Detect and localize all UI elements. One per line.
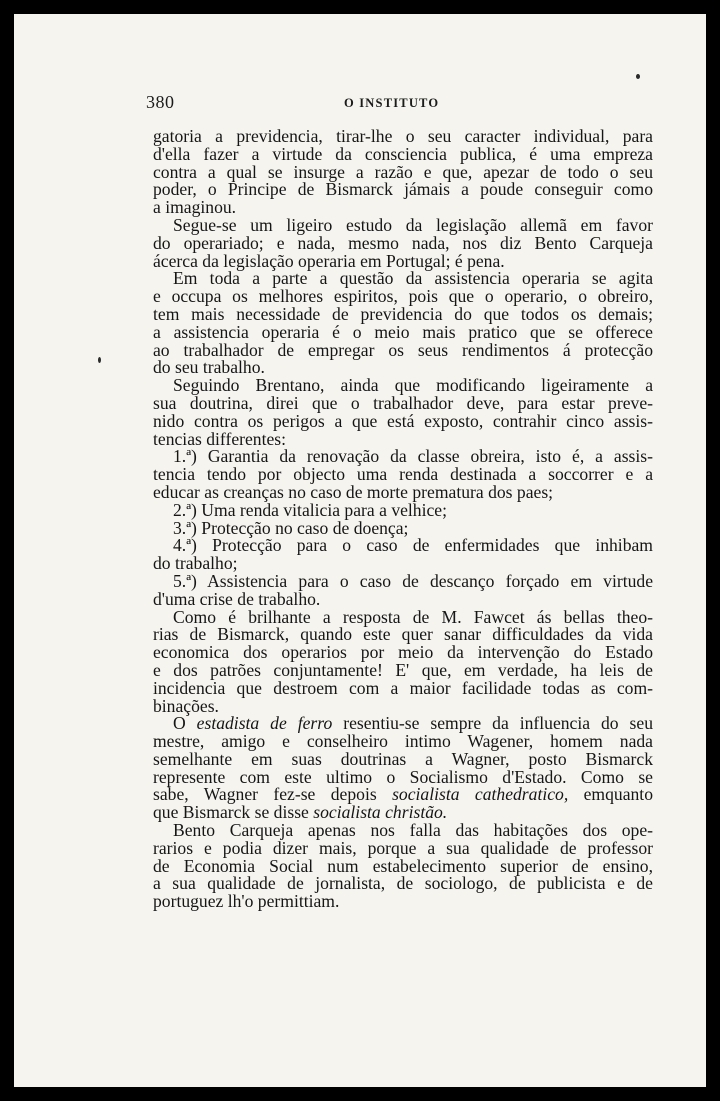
text-line: 3.ª) Protecção no caso de doença; bbox=[173, 517, 409, 538]
text-line: educar as creanças no caso de morte prematura dos paes; bbox=[153, 481, 554, 502]
text-line: Em toda a parte a questão da assistencia operaria se agita bbox=[173, 268, 653, 289]
text-line: de Economia Social num estabelecimento superior de ensino, bbox=[153, 855, 653, 876]
italic-term: socialista christão. bbox=[313, 802, 448, 823]
text-line: a imaginou. bbox=[153, 197, 237, 218]
text-line: 1.ª) Garantia da renovação da classe obreira, isto é, a assis- bbox=[173, 446, 653, 467]
text-line: sua doutrina, direi que o trabalhador deve, para estar preve- bbox=[153, 392, 653, 413]
text-line: economica dos operarios por meio da intervenção do Estado bbox=[153, 642, 653, 663]
text-line: contra a qual se insurge a razão e que, apezar de todo o seu bbox=[153, 161, 653, 182]
page-number: 380 bbox=[146, 92, 175, 112]
text-line: semelhante em suas doutrinas a Wagner, posto Bismarck bbox=[153, 748, 653, 769]
paragraph bbox=[153, 377, 653, 448]
text-line: tem mais necessidade de previdencia do que todos os demais; bbox=[153, 303, 653, 324]
text-line: tencia tendo por objecto uma renda destinada a soccorrer e a bbox=[153, 464, 653, 485]
text-line: ácerca da legislação operaria em Portugal; é pena. bbox=[153, 250, 505, 271]
text-line: nido contra os perigos a que está exposto, contrahir cinco assis- bbox=[153, 410, 653, 431]
paragraph bbox=[153, 715, 653, 822]
text-line: binações. bbox=[153, 695, 219, 716]
text-line: rias de Bismarck, quando este quer sanar difficuldades da vida bbox=[153, 624, 653, 645]
text-run: sabe, Wagner fez-se depois bbox=[153, 784, 393, 805]
text-line: Como é brilhante a resposta de M. Fawcet ás bellas theo- bbox=[173, 606, 653, 627]
italic-term: socialista cathedratico, bbox=[392, 784, 569, 805]
text-line: e occupa os melhores espiritos, pois que o operario, o obreiro, bbox=[153, 286, 653, 307]
text-line: ao trabalhador de empregar os seus rendimentos á protecção bbox=[153, 339, 653, 360]
text-run: que Bismarck se disse bbox=[153, 802, 314, 823]
text-line: poder, o Principe de Bismarck jámais a poude conseguir como bbox=[153, 179, 653, 200]
text-line: 5.ª) Assistencia para o caso de descanço forçado em virtude bbox=[173, 570, 653, 591]
book-page bbox=[14, 14, 706, 1087]
paragraph bbox=[153, 822, 653, 911]
text-line: tencias differentes: bbox=[153, 428, 287, 449]
text-line: do operariado; e nada, mesmo nada, nos diz Bento Carqueja bbox=[153, 232, 653, 253]
text-run: O bbox=[173, 713, 197, 734]
text-line: Seguindo Brentano, ainda que modificando ligeiramente a bbox=[173, 375, 653, 396]
text-line: d'ella fazer a virtude da consciencia publica, é uma empreza bbox=[153, 143, 653, 164]
text-line: a assistencia operaria é o meio mais pratico que se offerece bbox=[153, 321, 653, 342]
paragraph bbox=[153, 606, 653, 716]
text-line: mestre, amigo e conselheiro intimo Wagener, homem nada bbox=[153, 731, 653, 752]
italic-term: estadista de ferro bbox=[196, 713, 333, 734]
ink-speck bbox=[636, 74, 640, 79]
paragraph bbox=[153, 270, 653, 377]
text-line: do seu trabalho. bbox=[153, 357, 265, 378]
text-line: represente com este ultimo o Socialismo d'Estado. Como se bbox=[153, 766, 653, 787]
paragraph bbox=[153, 214, 653, 271]
text-line: incidencia que destroem com a maior facilidade todas as com- bbox=[153, 677, 653, 698]
text-run: emquanto bbox=[568, 784, 653, 805]
text-line: portuguez lh'o permittiam. bbox=[153, 891, 340, 912]
text-line: do trabalho; bbox=[153, 553, 238, 574]
text-line: gatoria a previdencia, tirar-lhe o seu caracter individual, para bbox=[153, 126, 653, 146]
body-text bbox=[153, 128, 653, 911]
paragraph bbox=[153, 128, 653, 217]
text-line: d'uma crise de trabalho. bbox=[153, 588, 321, 609]
text-line: 4.ª) Protecção para o caso de enfermidades que inhibam bbox=[173, 535, 653, 556]
text-line: Segue-se um ligeiro estudo da legislação allemã em favor bbox=[173, 214, 653, 235]
text-line: e dos patrões conjuntamente! E' que, em verdade, ha leis de bbox=[153, 659, 653, 680]
running-title: O INSTITUTO bbox=[344, 96, 440, 110]
text-line: Bento Carqueja apenas nos falla das habitações dos ope- bbox=[173, 820, 653, 841]
text-line: a sua qualidade de jornalista, de sociologo, de publicista e de bbox=[153, 873, 653, 894]
text-run: resentiu-se sempre da influencia do seu bbox=[332, 713, 654, 734]
list-item bbox=[153, 448, 653, 501]
text-line: rarios e podia dizer mais, porque a sua qualidade de professor bbox=[153, 837, 653, 858]
list-item bbox=[153, 499, 653, 520]
ink-speck bbox=[98, 357, 101, 363]
page-header bbox=[14, 92, 706, 122]
list-item bbox=[153, 537, 653, 573]
list-item bbox=[153, 570, 653, 609]
text-line: 2.ª) Uma renda vitalicia para a velhice; bbox=[173, 499, 448, 520]
